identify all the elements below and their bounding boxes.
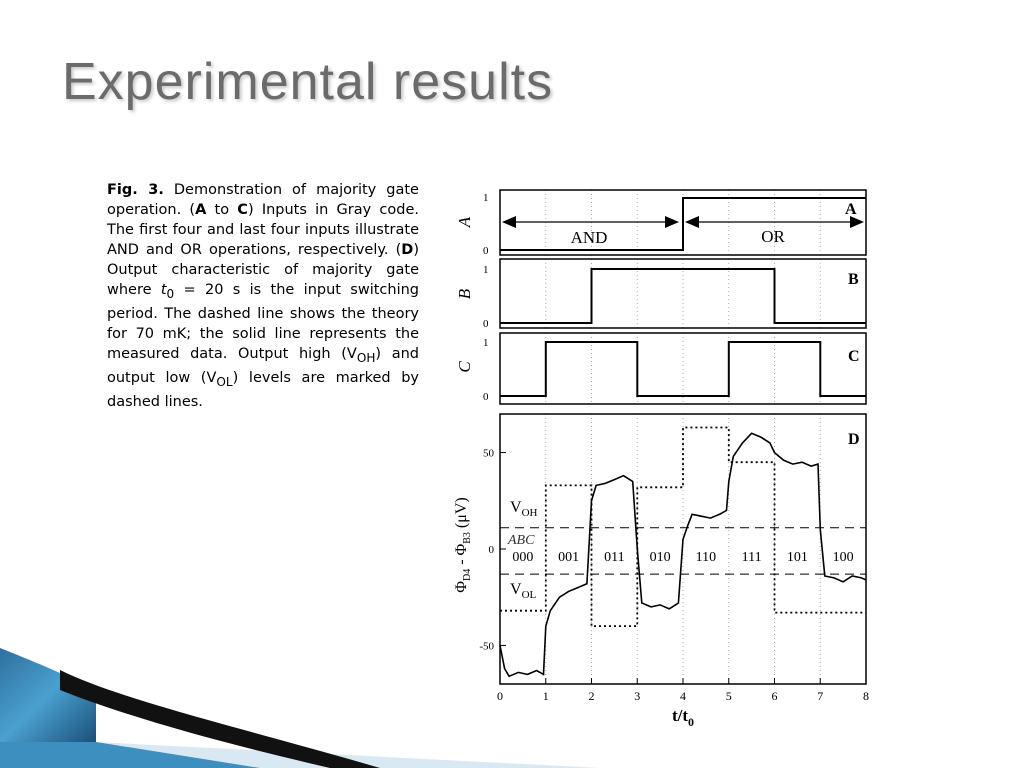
gray-code-label: 011 (604, 550, 625, 565)
xtick-label: 7 (817, 689, 824, 703)
grid-lines (546, 190, 821, 684)
panel-d-ylabel: $\Phi_{D4} - \Phi_{B3}$ (μV) (453, 497, 473, 593)
axis-label-a: A (455, 216, 474, 228)
panel-d-yticks (479, 448, 506, 653)
ytick-label: -50 (479, 640, 494, 653)
panel-b-label: B (848, 271, 859, 288)
xtick-label: 6 (771, 689, 778, 703)
figure-caption: Fig. 3. Demonstration of majority gate operation. (A to C) Inputs in Gray code. The first four and last four inputs illustrate AND and OR operations, respectively. (D) Output characteristic of majority gate where $t_0 = 20$ s is the input switching period. The dashed line shows the theory for 70 mK; the solid line represents the measured data. Output high $(V_{OH})$ and output low $(V_{OL})$ levels are marked by dashed lines. (107, 182, 419, 410)
gray-code-label: 001 (558, 550, 580, 565)
tick-b-0: 0 (483, 318, 489, 330)
ytick-label: 0 (488, 544, 494, 556)
gray-code-label: 000 (512, 550, 534, 565)
caption-fig-label: Fig. 3. (107, 182, 164, 198)
xtick-label: 5 (725, 689, 732, 703)
abc-label: ABC (508, 533, 535, 548)
xtick-label: 8 (863, 689, 869, 703)
voh-label: $V_{OH}$ (510, 499, 538, 519)
xtick-label: 0 (497, 689, 503, 703)
panel-c-label: C (848, 348, 860, 365)
ytick-label: 50 (483, 447, 494, 460)
and-label: AND (570, 228, 608, 247)
slide-title: Experimental results (62, 53, 554, 111)
gray-code-label: 111 (741, 550, 762, 565)
and-range-arrow (502, 216, 679, 228)
tick-a-1: 1 (483, 192, 489, 204)
vol-label: $V_{OL}$ (510, 581, 537, 601)
input-a-waveform (500, 198, 866, 250)
xtick-label: 4 (680, 689, 686, 703)
majority-gate-figure (440, 180, 880, 740)
xtick-label: 3 (634, 689, 641, 703)
panel-a-label: A (845, 201, 857, 218)
x-axis-label: $t/t_0$ (671, 706, 695, 729)
tick-c-0: 0 (483, 391, 489, 403)
xtick-label: 1 (542, 689, 549, 703)
x-axis-ticks (497, 678, 869, 703)
tick-c-1: 1 (483, 337, 489, 349)
gray-code-label: 101 (786, 550, 808, 565)
gray-code-label: 110 (695, 550, 717, 565)
panel-d-label: D (848, 431, 860, 448)
axis-label-b: B (455, 288, 474, 300)
gray-code-label: 100 (832, 550, 854, 565)
gray-code-label: 010 (649, 550, 671, 565)
axis-label-c: C (455, 361, 474, 373)
tick-a-0: 0 (483, 245, 489, 257)
xtick-label: 2 (588, 689, 595, 703)
tick-b-1: 1 (483, 264, 489, 276)
or-label: OR (761, 227, 785, 246)
